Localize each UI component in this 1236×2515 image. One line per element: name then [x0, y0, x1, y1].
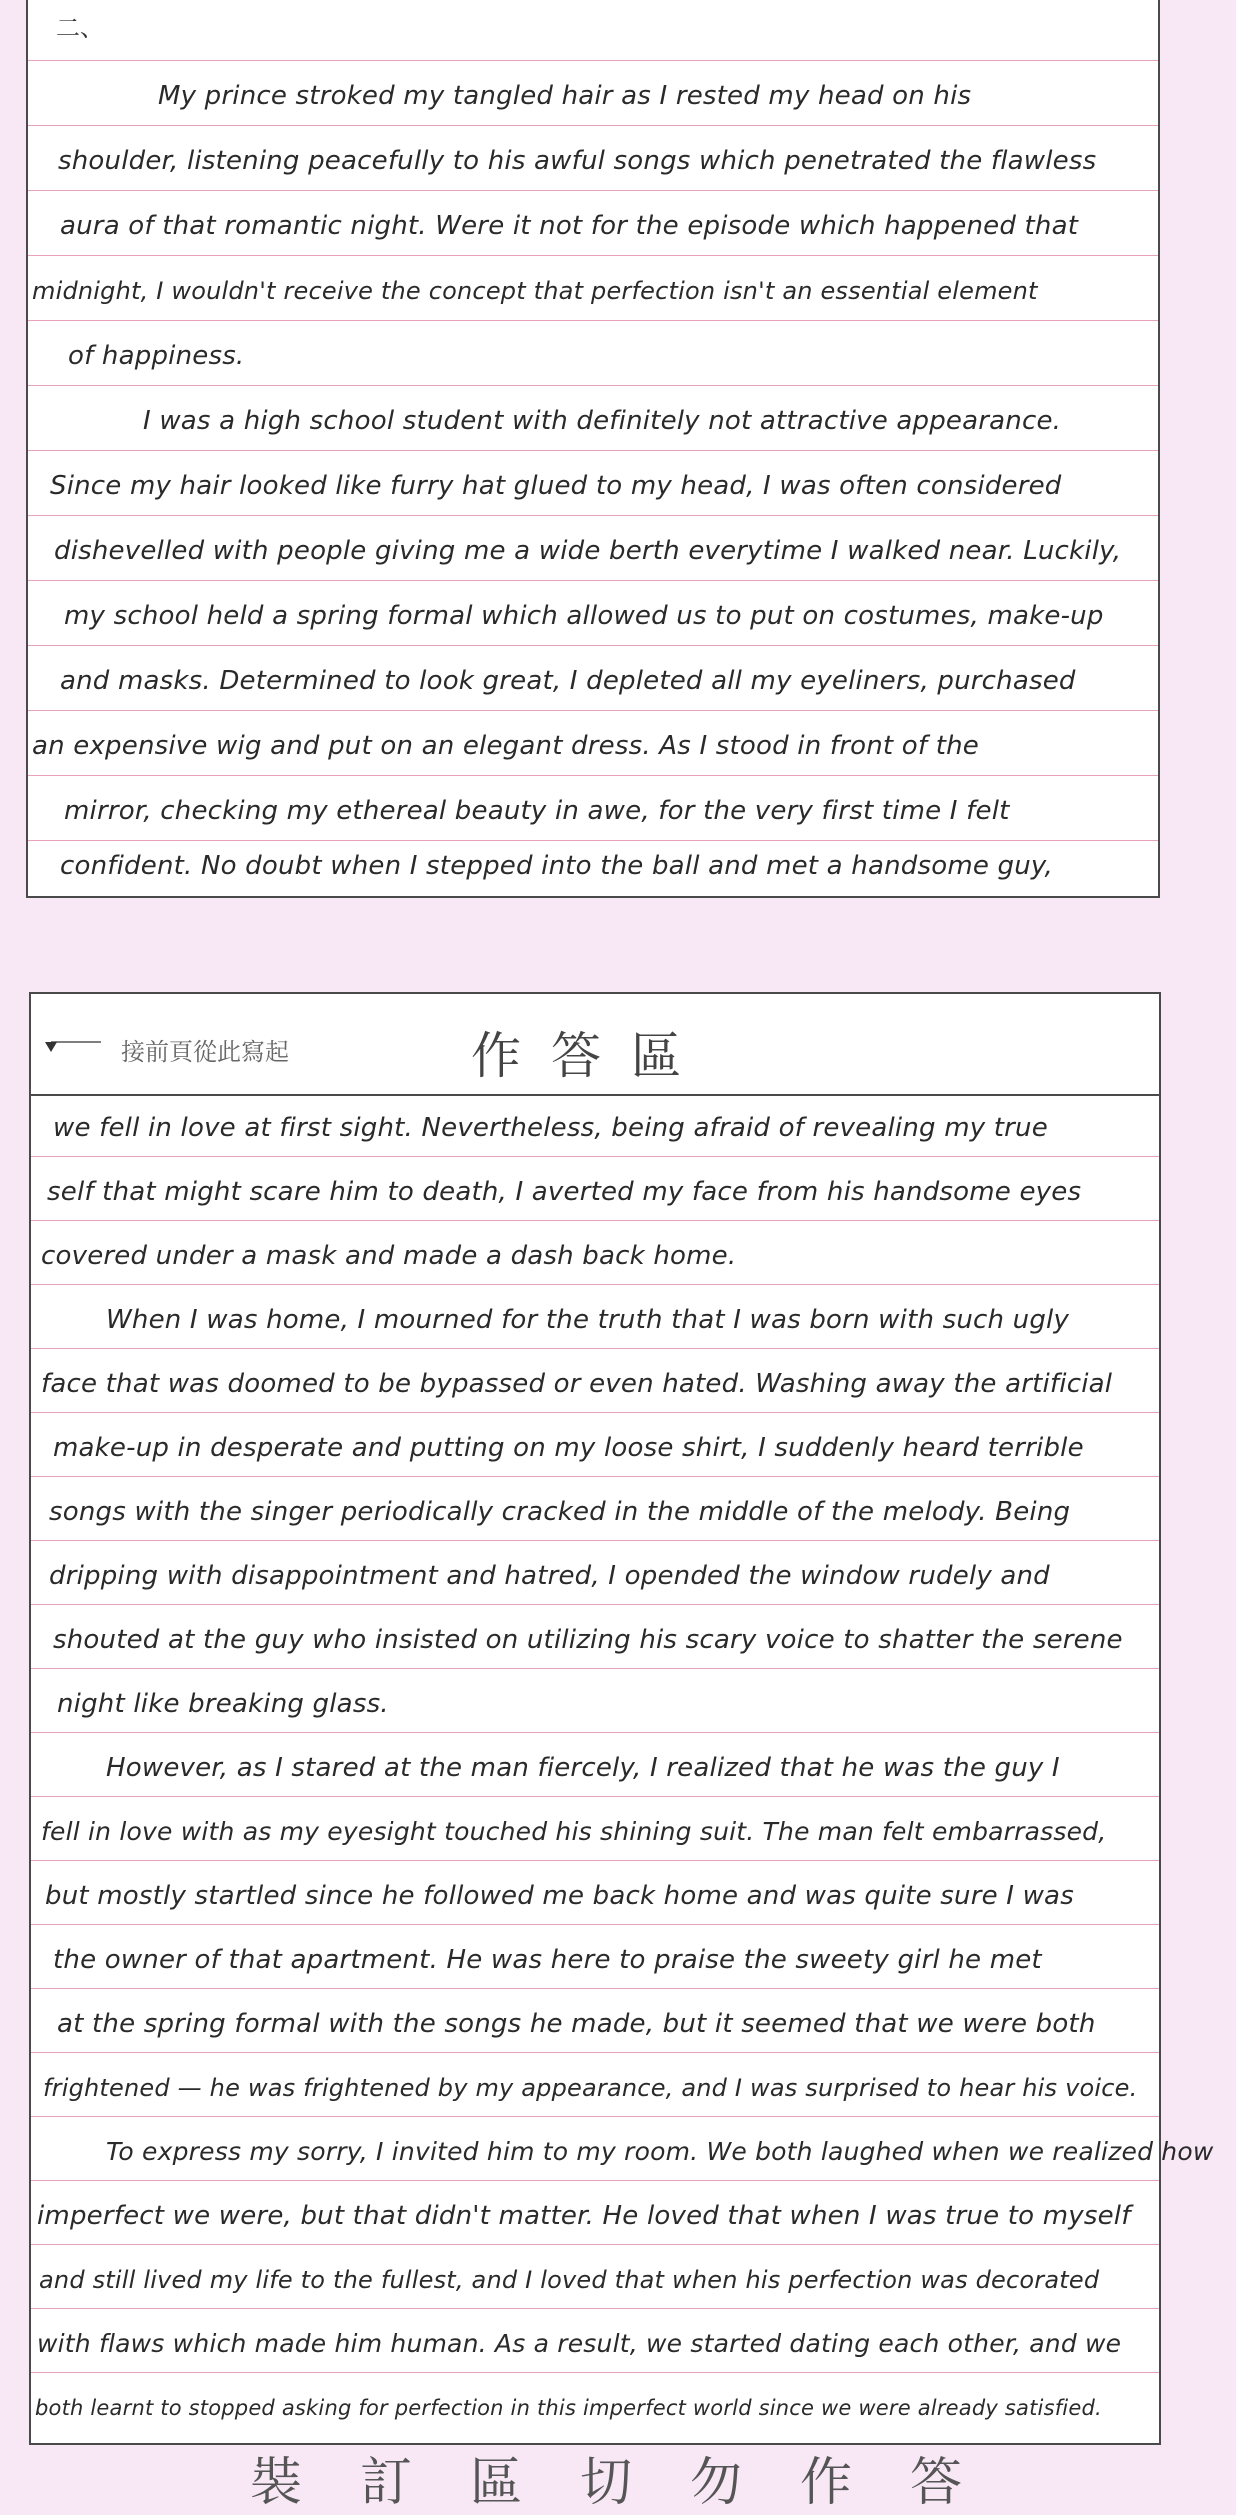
ruled-line: [28, 60, 1158, 61]
binding-area-notice: 裝訂區切勿作答: [250, 2453, 1021, 2513]
handwritten-line: night like breaking glass.: [57, 1689, 389, 1719]
ruled-line: [31, 2180, 1159, 2181]
ruled-line: [31, 2372, 1159, 2373]
handwritten-line: To express my sorry, I invited him to my room. We both laughed when we realized how: [106, 2137, 1214, 2166]
ruled-line: [31, 1348, 1159, 1349]
ruled-line: [28, 125, 1158, 126]
handwritten-line: My prince stroked my tangled hair as I rested my head on his: [158, 81, 972, 111]
ruled-line: [28, 385, 1158, 386]
handwritten-line: at the spring formal with the songs he made, but it seemed that we were both: [57, 2009, 1096, 2039]
handwritten-line: an expensive wig and put on an elegant dress. As I stood in front of the: [32, 731, 979, 761]
handwritten-line: dripping with disappointment and hatred, I opended the window rudely and: [49, 1561, 1050, 1591]
handwritten-line: and still lived my life to the fullest, and I loved that when his perfection was decorated: [39, 2266, 1100, 2294]
handwritten-line: mirror, checking my ethereal beauty in awe, for the very first time I felt: [64, 796, 1010, 826]
handwritten-line: When I was home, I mourned for the truth that I was born with such ugly: [106, 1305, 1070, 1335]
ruled-line: [31, 2244, 1159, 2245]
answer-area-title: 作答區: [471, 1027, 711, 1085]
handwritten-line: aura of that romantic night. Were it not for the episode which happened that: [60, 211, 1079, 241]
handwritten-line: face that was doomed to be bypassed or even hated. Washing away the artificial: [41, 1369, 1113, 1399]
ruled-line: [31, 2116, 1159, 2117]
handwritten-line: However, as I stared at the man fiercely, I realized that he was the guy I: [106, 1753, 1060, 1783]
ruled-line: [31, 1860, 1159, 1861]
continue-from-previous-note: 接前頁從此寫起: [121, 1038, 289, 1066]
arrow-down-left-icon: [43, 1036, 101, 1056]
handwritten-line: dishevelled with people giving me a wide berth everytime I walked near. Luckily,: [54, 536, 1122, 566]
handwritten-line: but mostly startled since he followed me back home and was quite sure I was: [45, 1881, 1074, 1911]
handwritten-line: and masks. Determined to look great, I depleted all my eyeliners, purchased: [60, 666, 1076, 696]
handwritten-line: shoulder, listening peacefully to his awful songs which penetrated the flawless: [58, 146, 1097, 176]
ruled-line: [31, 1988, 1159, 1989]
ruled-line: [28, 255, 1158, 256]
section-mark: 二、: [56, 14, 104, 42]
handwritten-line: my school held a spring formal which allowed us to put on costumes, make-up: [64, 601, 1104, 631]
handwritten-line: of happiness.: [68, 341, 245, 371]
ruled-line: [31, 1156, 1159, 1157]
handwritten-line: frightened — he was frightened by my appearance, and I was surprised to hear his voice.: [43, 2074, 1138, 2102]
ruled-line: [31, 1796, 1159, 1797]
ruled-line: [28, 645, 1158, 646]
handwritten-line: imperfect we were, but that didn't matter. He loved that when I was true to myself: [37, 2201, 1131, 2231]
ruled-line: [28, 580, 1158, 581]
handwritten-line: make-up in desperate and putting on my loose shirt, I suddenly heard terrible: [53, 1433, 1084, 1463]
ruled-line: [31, 2052, 1159, 2053]
ruled-line: [31, 1540, 1159, 1541]
ruled-line: [28, 710, 1158, 711]
ruled-line: [28, 775, 1158, 776]
handwritten-line: I was a high school student with definitely not attractive appearance.: [143, 406, 1062, 436]
handwritten-line: the owner of that apartment. He was here to praise the sweety girl he met: [53, 1945, 1042, 1975]
ruled-line: [28, 450, 1158, 451]
ruled-line: [31, 1220, 1159, 1221]
answer-sheet-page-1: [26, 0, 1160, 898]
ruled-line: [28, 320, 1158, 321]
ruled-line: [31, 1412, 1159, 1413]
handwritten-line: shouted at the guy who insisted on utilizing his scary voice to shatter the serene: [53, 1625, 1123, 1655]
ruled-line: [28, 515, 1158, 516]
handwritten-line: confident. No doubt when I stepped into the ball and met a handsome guy,: [60, 851, 1053, 881]
ruled-line: [31, 1604, 1159, 1605]
ruled-line: [31, 1476, 1159, 1477]
answer-area-header: [31, 994, 1159, 1096]
ruled-line: [28, 190, 1158, 191]
handwritten-line: self that might scare him to death, I averted my face from his handsome eyes: [47, 1177, 1082, 1207]
handwritten-line: covered under a mask and made a dash back home.: [41, 1241, 737, 1271]
ruled-line: [31, 2308, 1159, 2309]
answer-sheet-page-2: [29, 992, 1214, 2445]
ruled-line: [31, 1668, 1159, 1669]
ruled-line: [31, 1924, 1159, 1925]
handwritten-line: fell in love with as my eyesight touched his shining suit. The man felt embarrassed,: [41, 1817, 1107, 1846]
handwritten-line: songs with the singer periodically cracked in the middle of the melody. Being: [49, 1497, 1071, 1527]
handwritten-line: both learnt to stopped asking for perfection in this imperfect world since we were already satisfied.: [35, 2396, 1102, 2420]
ruled-line: [31, 1284, 1159, 1285]
ruled-line: [31, 1732, 1159, 1733]
handwritten-line: midnight, I wouldn't receive the concept that perfection isn't an essential element: [32, 277, 1038, 305]
handwritten-line: we fell in love at first sight. Nevertheless, being afraid of revealing my true: [53, 1113, 1048, 1143]
handwritten-line: Since my hair looked like furry hat glued to my head, I was often considered: [50, 471, 1062, 501]
handwritten-line: with flaws which made him human. As a result, we started dating each other, and we: [37, 2329, 1122, 2358]
